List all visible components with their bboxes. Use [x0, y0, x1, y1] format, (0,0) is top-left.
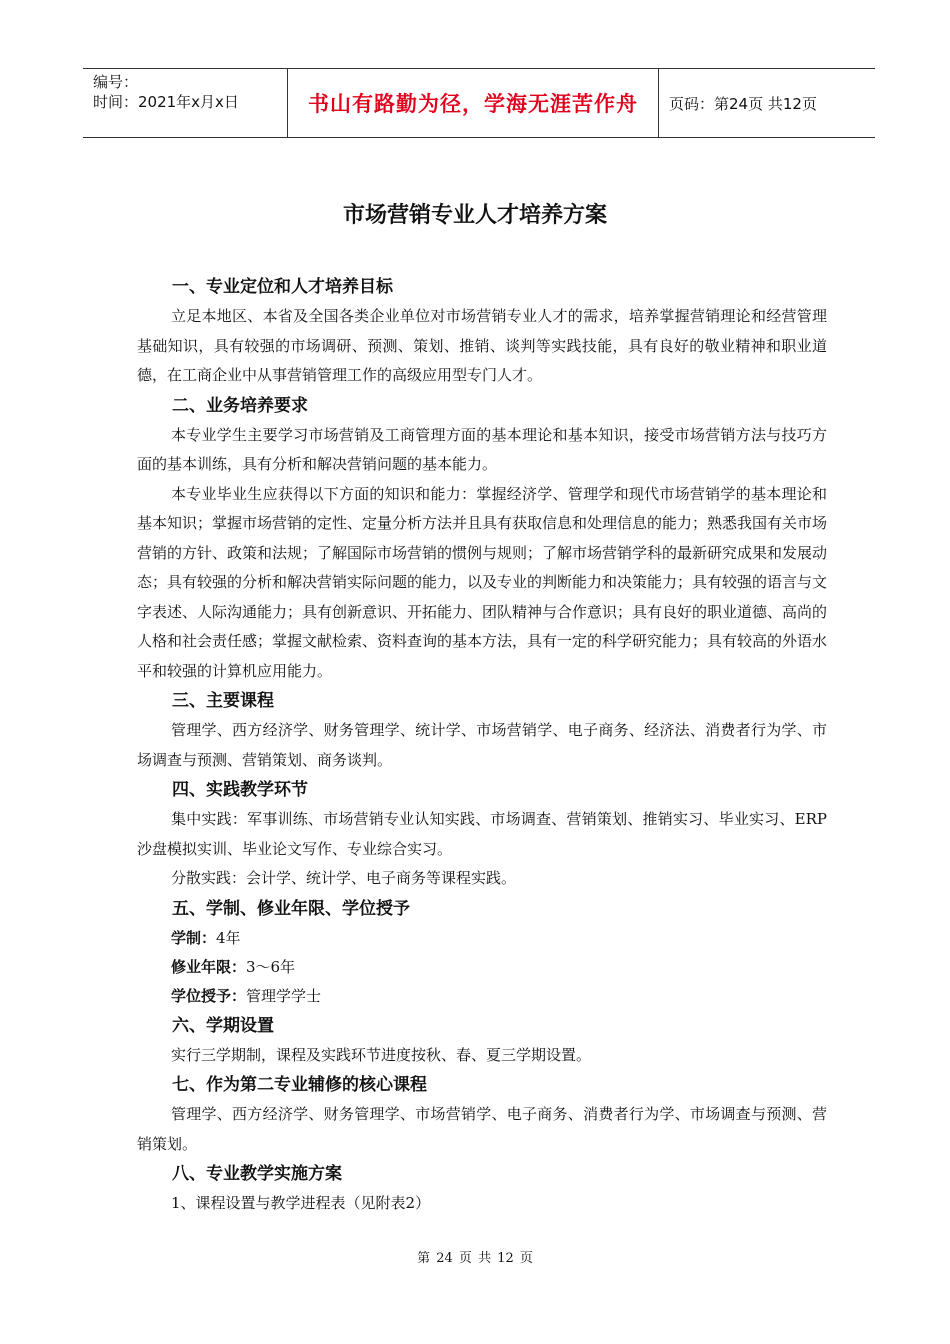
- document-body: [137, 272, 827, 1219]
- section-4-paragraph-2: 分散实践：会计学、统计学、电子商务等课程实践。: [171, 869, 517, 887]
- study-years-label: 修业年限：: [171, 957, 247, 976]
- section-heading-6: 六、学期设置: [172, 1015, 274, 1036]
- study-years-row: [137, 953, 827, 982]
- header-motto: 书山有路勤为径，学海无涯苦作舟: [287, 69, 659, 137]
- section-heading-5: 五、学制、修业年限、学位授予: [172, 898, 410, 919]
- section-4-paragraph-1: 集中实践：军事训练、市场营销专业认知实践、市场调查、营销策划、推销实习、毕业实习、ERP沙盘模拟实训、毕业论文写作、专业综合实习。: [137, 810, 827, 858]
- section-heading-4: 四、实践教学环节: [172, 780, 308, 800]
- section-heading-7: 七、作为第二专业辅修的核心课程: [172, 1075, 427, 1095]
- document-number: 编号：: [93, 73, 139, 91]
- section-heading-8: 八、专业教学实施方案: [172, 1164, 342, 1184]
- section-heading-2: 二、业务培养要求: [172, 395, 308, 416]
- section-7-paragraph: 管理学、西方经济学、财务管理学、市场营销学、电子商务、消费者行为学、市场调查与预测、营销策划。: [137, 1105, 827, 1153]
- degree-value: 管理学学士: [246, 986, 322, 1005]
- degree-row: [137, 982, 827, 1011]
- duration-label: 学制：: [171, 928, 217, 947]
- study-years-value: 3～6年: [246, 957, 296, 976]
- section-8-paragraph: 1、课程设置与教学进程表（见附表2）: [171, 1194, 431, 1212]
- section-1-paragraph: 立足本地区、本省及全国各类企业单位对市场营销专业人才的需求，培养掌握营销理论和经营管理基础知识，具有较强的市场调研、预测、策划、推销、谈判等实践技能，具有良好的敬业精神和职业道德，在工商企业中从事营销管理工作的高级应用型专门人才。: [137, 307, 827, 384]
- header-page-number: 页码：第24页 共12页: [669, 94, 817, 113]
- section-6-paragraph: 实行三学期制，课程及实践环节进度按秋、春、夏三学期设置。: [171, 1045, 592, 1064]
- section-3-paragraph: 管理学、西方经济学、财务管理学、统计学、市场营销学、电子商务、经济法、消费者行为学、市场调查与预测、营销策划、商务谈判。: [137, 721, 827, 769]
- duration-row: [137, 924, 827, 953]
- header-meta: [83, 69, 287, 137]
- section-2-paragraph-1: 本专业学生主要学习市场营销及工商管理方面的基本理论和基本知识，接受市场营销方法与技巧方面的基本训练，具有分析和解决营销问题的基本能力。: [137, 425, 827, 473]
- page-footer: 第 24 页 共 12 页: [417, 1251, 533, 1266]
- section-heading-1: 一、专业定位和人才培养目标: [172, 277, 393, 297]
- section-heading-3: 三、主要课程: [172, 691, 274, 711]
- duration-value: 4年: [216, 928, 241, 947]
- page-header: [83, 68, 875, 138]
- document-title: 市场营销专业人才培养方案: [342, 203, 607, 228]
- section-2-paragraph-2: 本专业毕业生应获得以下方面的知识和能力：掌握经济学、管理学和现代市场营销学的基本理论和基本知识；掌握市场营销的定性、定量分析方法并且具有获取信息和处理信息的能力；熟悉我国有关市场营销的方针、政策和法规；了解国际市场营销的惯例与规则；了解市场营销学科的最新研究成果和发展动态；具有较强的分析和解决营销实际问题的能力，以及专业的判断能力和决策能力；具有较强的语言与文字表述、人际沟通能力；具有创新意识、开拓能力、团队精神与合作意识；具有良好的职业道德、高尚的人格和社会责任感；掌握文献检索、资料查询的基本方法，具有一定的科学研究能力；具有较高的外语水平和较强的计算机应用能力。: [137, 484, 828, 680]
- document-time: 时间：2021年x月x日: [93, 93, 239, 111]
- degree-label: 学位授予：: [171, 986, 247, 1005]
